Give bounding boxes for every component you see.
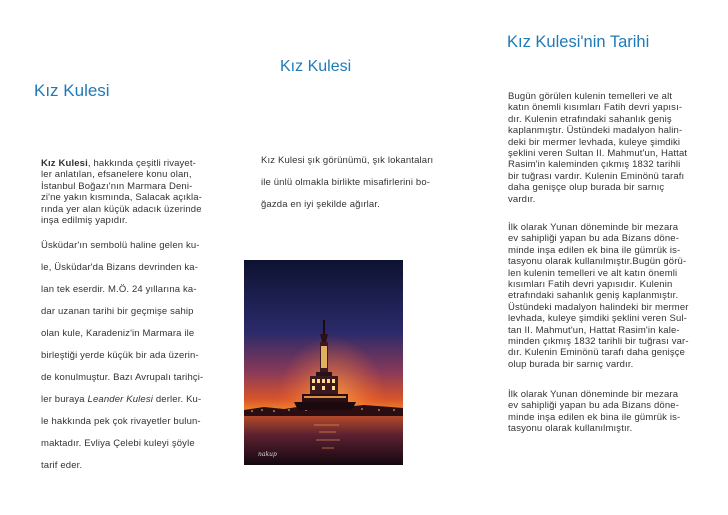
left-p2-line: le, Üsküdar'da Bizans devrinden ka-	[41, 262, 199, 273]
right-p2-line: levhada, kuleye şimdiki şeklini veren Sul-	[508, 313, 687, 325]
left-p1-line: ler anlatılan, efsanelere konu olan,	[41, 169, 192, 181]
photo-signature: nakup	[258, 451, 277, 458]
right-p3-line: İlk olarak Yunan döneminde bir mezara	[508, 389, 679, 400]
right-p1-line: Rasim'in kaleminden çıkmış 1832 tarihli	[508, 159, 681, 171]
right-p1-line: Bugün görülen kulenin temelleri ve alt	[508, 91, 673, 102]
right-paragraph-2	[508, 222, 718, 370]
left-p2-leander: Leander Kulesi	[87, 394, 154, 405]
left-p2-line: de konulmuştur. Bazı Avrupalı tarihçi-	[41, 372, 204, 383]
maidens-tower-photo	[244, 260, 403, 465]
left-p2-line: Üsküdar'ın sembolü haline gelen ku-	[41, 240, 200, 251]
right-p2-line: tasyonu olarak kullanılmıştır.Bugün görü-	[508, 256, 687, 268]
right-paragraph-1	[508, 91, 718, 205]
right-p2-line: Üstündeki madalyon halindeki bir mermer	[508, 301, 689, 313]
left-p1-line-1	[41, 158, 221, 169]
right-p1-line: dır. Kulenin etrafındaki sahanlık geniş	[508, 113, 672, 125]
middle-line: Kız Kulesi şık görünümü, şık lokantaları	[261, 155, 434, 166]
left-p1-line1-rest: , hakkında çeşitli rivayet-	[87, 158, 196, 169]
right-p2-line: dır. Kulenin Eminönü tarafı daha genişçe	[508, 347, 686, 359]
left-p1-line: zi'ne yakın kısmında, Salacak açıkla-	[41, 192, 203, 204]
maidens-tower-sunset-image	[244, 260, 403, 465]
middle-paragraph	[261, 150, 451, 216]
left-p2-line: tarif eder.	[41, 460, 83, 471]
right-title: Kız Kulesi'nin Tarihi	[507, 33, 650, 51]
left-p1-line: rında yer alan küçük adacık üzerinde	[41, 203, 202, 215]
right-p2-line: İlk olarak Yunan döneminde bir mezara	[508, 222, 679, 233]
left-p1-line: İstanbul Boğazı'nın Marmara Deni-	[41, 180, 193, 192]
right-p1-line: katın önemli kısımları Fatih devri yapısı-	[508, 102, 683, 114]
right-p2-line: tan II. Mahmut'un, Hattat Rasim'in kale-	[508, 324, 680, 336]
right-p2-line: len kulenin temelleri ve alt katın önemli	[508, 267, 678, 279]
right-p2-line: minde inşa edilen ek bina ile gümrük is-	[508, 244, 681, 256]
left-paragraph-1	[41, 158, 221, 226]
left-paragraph-2	[41, 235, 226, 477]
right-p1-line: şeklini veren Sultan II. Mahmut'un, Hattat	[508, 148, 688, 160]
right-p1-line: kaplanmıştır. Üstündeki madalyon halin-	[508, 125, 683, 137]
left-p2-line8-before: ler buraya	[41, 394, 88, 405]
left-p2-line: dar uzanan tarihi bir geçmişe sahip	[41, 306, 194, 317]
left-p2-line-8	[41, 389, 226, 411]
left-p2-line: lan tek eserdir. M.Ö. 24 yıllarına ka-	[41, 284, 197, 295]
right-paragraph-3	[508, 389, 718, 435]
right-p1-line: vardır.	[508, 193, 536, 205]
left-p2-line: le hakkında pek çok rivayetler bulun-	[41, 416, 201, 427]
left-p2-line: olan kule, Karadeniz'in Marmara ile	[41, 328, 195, 339]
right-p3-line: tasyonu olarak kullanılmıştır.	[508, 423, 633, 435]
right-p1-line: bir tuğrası vardır. Kulenin Eminönü tarafı	[508, 170, 685, 182]
right-p2-line: kısımları Fatih devri yapısıdır. Kulenin	[508, 279, 673, 291]
right-p2-line: olup burada bir sarnıç vardır.	[508, 358, 634, 370]
left-title: Kız Kulesi	[34, 81, 110, 100]
left-p2-line: birleştiği yerde küçük bir ada üzerin-	[41, 350, 199, 361]
middle-title: Kız Kulesi	[280, 58, 352, 75]
middle-line: ğazda en iyi şekilde ağırlar.	[261, 199, 380, 210]
left-p1-line: inşa edilmiş yapıdır.	[41, 215, 128, 227]
right-p1-line: deki bir mermer levhada, kuleye şimdiki	[508, 136, 681, 148]
left-p2-line: maktadır. Evliya Çelebi kuleyi şöyle	[41, 438, 195, 449]
right-p2-line: etrafındaki sahanlık geniş kaplanmıştır.	[508, 290, 679, 302]
right-p2-line: minden çıkmış 1832 tarihli bir tuğrası var-	[508, 336, 689, 348]
right-p3-line: minde inşa edilen ek bina ile gümrük is-	[508, 411, 681, 423]
left-p1-bold: Kız Kulesi	[41, 158, 88, 169]
right-p2-line: ev sahipliği yapan bu ada Bizans döne-	[508, 233, 680, 245]
middle-line: ile ünlü olmakla birlikte misafirlerini bo-	[261, 177, 431, 188]
right-p3-line: ev sahipliği yapan bu ada Bizans döne-	[508, 400, 680, 412]
left-p2-line8-after: derler. Ku-	[153, 394, 202, 405]
right-p1-line: daha genişçe olup burada bir sarnıç	[508, 182, 665, 194]
